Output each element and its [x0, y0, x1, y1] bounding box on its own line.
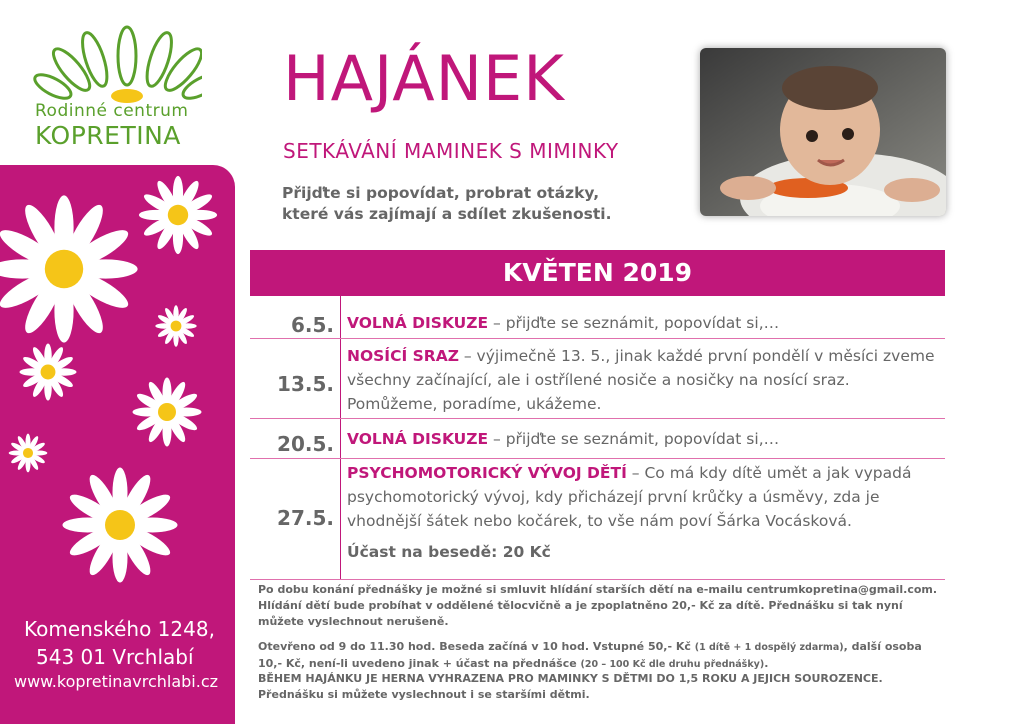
event-description: [347, 427, 937, 451]
daisy-logo-icon: [32, 16, 202, 106]
event-date: 20.5.: [277, 432, 334, 456]
event-description: [347, 311, 937, 335]
note-admission-text: Otevřeno od 9 do 11.30 hod. Beseda začíná v 10 hod. Vstupné 50,- Kč: [258, 640, 695, 653]
note-older-kids: Přednášku si můžete vyslechnout i se staršími dětmi.: [258, 688, 590, 701]
event-topic: NOSÍCÍ SRAZ: [347, 347, 459, 365]
event-description: [347, 461, 927, 533]
sidebar-band: [0, 165, 235, 724]
address-street: Komenského 1248,: [24, 617, 215, 641]
note-admission-small: (1 dítě + 1 dospělý zdarma): [694, 642, 844, 653]
logo-text-line2: KOPRETINA: [35, 121, 181, 150]
event-text: – výjimečně 13. 5., jinak každé první pondělí v měsíci zveme všechny začínající, ale i ostřílené nosiče a nosičky na nosící sraz. Pomůžeme, poradíme, ukážeme.: [347, 347, 935, 413]
logo-text-line1: Rodinné centrum: [35, 101, 189, 121]
fee-text: Účast na besedě: 20 Kč: [347, 543, 551, 561]
page-title: HAJÁNEK: [283, 42, 565, 115]
event-text: – Co má kdy dítě umět a jak vypadá psychomotorický vývoj, kdy přicházejí první krůčky a úsměvy, zda je vhodnější šátek nebo kočárek, to vše nám poví Šárka Vocásková.: [347, 464, 912, 530]
note-admission-text: , další osoba 10,- Kč, není-li uvedeno jinak + účast na přednášce: [258, 640, 922, 670]
website-link[interactable]: www.kopretinavrchlabi.cz: [14, 672, 219, 691]
event-topic: VOLNÁ DISKUZE: [347, 314, 489, 332]
month-header: KVĚTEN 2019: [250, 250, 945, 296]
intro-line-1: Přijďte si popovídat, probrat otázky,: [282, 184, 600, 202]
note-admission-small: (20 – 100 Kč dle druhu přednášky): [580, 659, 765, 670]
note-admission-text: .: [764, 657, 769, 670]
event-date: 6.5.: [290, 313, 334, 337]
event-topic: VOLNÁ DISKUZE: [347, 430, 489, 448]
page-subtitle: SETKÁVÁNÍ MAMINEK S MIMINKY: [283, 139, 619, 163]
row-separator: [250, 338, 945, 339]
event-description: [347, 344, 937, 416]
note-admission: [258, 639, 938, 673]
note-reserved: BĚHEM HAJÁNKU JE HERNA VYHRAZENA PRO MAMINKY S DĚTMI DO 1,5 ROKU A JEJICH SOUROZENCE.: [258, 672, 883, 685]
note-childcare: Po dobu konání přednášky je možné si smluvit hlídání starších dětí na e-mailu centrumkopretina@gmail.com. Hlídání dětí bude probíhat v oddělené tělocvičně a je zpoplatněno 20,- Kč za dítě. Přednášku si tak nyní můžete vyslechnout nerušeně.: [258, 583, 938, 628]
event-date: 13.5.: [277, 372, 334, 396]
row-separator: [250, 418, 945, 419]
event-text: – přijďte se seznámit, popovídat si,…: [488, 314, 780, 332]
baby-photo-icon: [700, 48, 946, 216]
event-text: – přijďte se seznámit, popovídat si,…: [488, 430, 780, 448]
intro-text: [282, 183, 611, 225]
event-date: 27.5.: [277, 506, 334, 530]
address-city: 543 01 Vrchlabí: [36, 645, 194, 669]
row-separator: [250, 579, 945, 580]
event-topic: PSYCHOMOTORICKÝ VÝVOJ DĚTÍ: [347, 464, 627, 482]
intro-line-2: které vás zajímají a sdílet zkušenosti.: [282, 205, 612, 223]
row-separator: [250, 458, 945, 459]
